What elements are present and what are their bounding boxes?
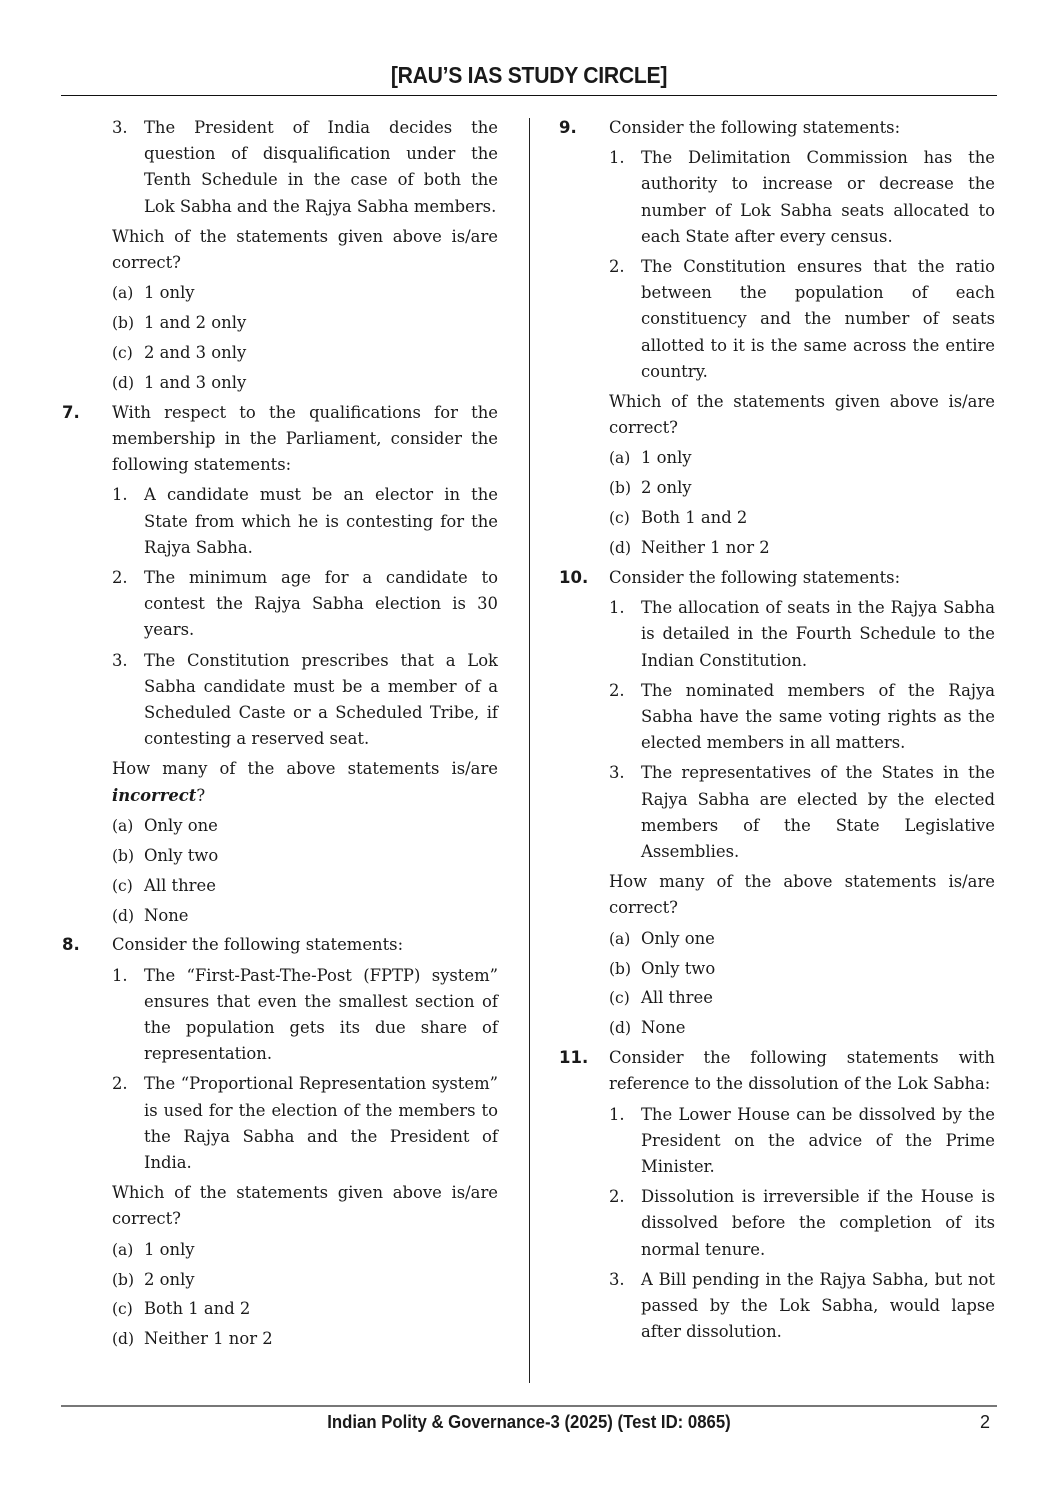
question-number: 11. [559,1048,589,1068]
question-number: 8. [62,935,80,955]
statement-number: 2. [609,680,625,700]
statement [559,1102,995,1181]
option-text: 1 only [641,448,692,468]
option-d[interactable] [62,1326,498,1352]
statement-number: 3. [609,1269,625,1289]
question-6-continued [62,115,498,396]
option-a[interactable] [62,813,498,839]
prompt-emphasis: incorrect [112,785,197,805]
question-stem [62,400,498,479]
page-number: 2 [980,1412,991,1432]
option-label: (c) [112,1300,133,1319]
question-prompt: Which of the statements given above is/are correct? [112,1183,498,1229]
option-label: (d) [609,1019,632,1038]
statement [559,254,995,385]
option-text: Both 1 and 2 [641,508,748,528]
statement-text: Dissolution is irreversible if the House is dissolved before the completion of its normal tenure. [641,1187,995,1259]
option-c[interactable] [62,1296,498,1322]
statement-text: The representatives of the States in the Rajya Sabha are elected by the elected members of the State Legislative Assemblies. [641,763,995,862]
option-a[interactable] [62,1237,498,1263]
statement [559,678,995,757]
statement [559,1267,995,1346]
statement-text: The Constitution prescribes that a Lok Sabha candidate must be a member of a Scheduled Caste or a Scheduled Tribe, if contesting a reserved seat. [144,650,498,749]
question-prompt: Which of the statements given above is/are correct? [112,226,498,273]
option-label: (b) [112,846,135,865]
option-d[interactable] [559,1015,995,1041]
question-stem [62,932,498,958]
statement-number: 2. [609,257,625,277]
option-text: 1 only [144,283,195,303]
option-a[interactable] [559,445,995,471]
option-d[interactable] [62,370,498,396]
statement [62,963,498,1068]
question-stem [559,115,995,141]
question-prompt: How many of the above statements is/are correct? [609,872,995,918]
option-label: (c) [609,509,630,528]
option-label: (c) [112,876,133,895]
statement [62,648,498,753]
option-text: 1 and 3 only [144,372,247,392]
option-text: Neither 1 nor 2 [144,1329,273,1349]
statement-number: 3. [112,650,128,670]
statement [62,115,498,220]
statement-number: 2. [112,568,128,587]
left-column [62,115,498,1356]
statement [559,760,995,865]
question-number: 10. [559,568,589,587]
option-label: (b) [112,1270,135,1289]
statement-number: 1. [112,965,128,985]
option-label: (b) [609,479,632,498]
option-a[interactable] [62,280,498,306]
right-column [559,115,995,1349]
option-text: Only one [641,928,715,948]
question-text: Consider the following statements: [609,568,901,587]
statement-text: The allocation of seats in the Rajya Sabha is detailed in the Fourth Schedule to the Indian Constitution. [641,598,995,670]
option-label: (a) [112,284,134,303]
question-11 [559,1045,995,1345]
question-number: 7. [62,402,80,422]
option-text: Only two [641,958,716,978]
statement-text: The minimum age for a candidate to contest the Rajya Sabha election is 30 years. [144,568,498,640]
question-text: Consider the following statements with reference to the dissolution of the Lok Sabha: [609,1048,995,1094]
statement-number: 1. [609,148,625,168]
question-number: 9. [559,118,577,137]
option-text: Neither 1 nor 2 [641,538,770,558]
question-text: Consider the following statements: [112,935,404,955]
option-label: (a) [112,1240,134,1259]
statement-text: The “First-Past-The-Post (FPTP) system” ensures that even the smallest section of the population gets its due share of representation. [144,965,498,1064]
question-prompt: Which of the statements given above is/are correct? [609,392,995,438]
option-d[interactable] [62,903,498,929]
option-text: 1 only [144,1239,195,1259]
prompt-text: How many of the above statements is/are [112,759,498,779]
header-rule [61,95,997,96]
option-label: (b) [112,314,135,333]
option-text: Only two [144,845,219,865]
option-label: (d) [609,539,632,558]
option-label: (d) [112,906,135,925]
option-label: (a) [609,929,631,948]
option-c[interactable] [62,873,498,899]
statement-number: 2. [112,1074,128,1094]
prompt-end: ? [196,785,206,805]
statement [62,1071,498,1176]
statement-number: 3. [609,763,625,783]
question-10 [559,565,995,1042]
option-text: None [144,905,189,925]
statement [559,145,995,250]
option-label: (c) [609,989,630,1008]
option-a[interactable] [559,926,995,952]
statement-text: The Constitution ensures that the ratio between the population of each constituency and the number of seats allotted to it is the same across the entire country. [641,257,995,381]
option-text: Both 1 and 2 [144,1299,251,1319]
statement-number: 1. [609,598,625,618]
option-d[interactable] [559,535,995,561]
option-b[interactable] [559,475,995,501]
question-stem [559,1045,995,1097]
column-divider [529,118,530,1383]
statement-text: A candidate must be an elector in the State from which he is contesting for the Rajya Sabha. [144,485,498,557]
question-stem [559,565,995,591]
option-c[interactable] [559,985,995,1011]
option-label: (c) [112,344,133,362]
option-b[interactable] [559,956,995,982]
statement-text: The nominated members of the Rajya Sabha have the same voting rights as the elected members in all matters. [641,680,995,753]
option-label: (d) [112,1330,135,1349]
option-label: (a) [112,816,134,835]
option-text: 2 and 3 only [144,343,247,362]
option-text: Only one [144,815,218,835]
option-b[interactable] [62,843,498,869]
footer-title: Indian Polity & Governance-3 (2025) (Test ID: 0865) [327,1412,731,1432]
statement-text: A Bill pending in the Rajya Sabha, but not passed by the Lok Sabha, would lapse after dissolution. [641,1269,995,1342]
statement [559,595,995,674]
option-text: 2 only [144,1269,195,1289]
option-text: 2 only [641,478,692,498]
option-b[interactable] [62,1267,498,1293]
option-c[interactable] [559,505,995,531]
question-text: Consider the following statements: [609,118,901,137]
question-text: With respect to the qualifications for the membership in the Parliament, consider the following statements: [112,402,498,475]
option-text: None [641,1018,686,1038]
option-text: All three [641,988,713,1008]
option-b[interactable] [62,310,498,336]
statement [559,1184,995,1263]
footer-rule [61,1405,997,1407]
option-label: (a) [609,449,631,468]
question-7 [62,400,498,929]
statement-text: The “Proportional Representation system” is used for the election of the members to the Rajya Sabha and the President of India. [144,1074,498,1173]
page-header-title: [RAU’S IAS STUDY CIRCLE] [390,62,668,88]
statement-number: 1. [609,1104,625,1124]
question-prompt [62,756,498,808]
option-text: All three [144,875,216,895]
option-label: (d) [112,373,135,392]
statement-text: The Lower House can be dissolved by the President on the advice of the Prime Minister. [641,1104,995,1177]
statement [62,565,498,644]
option-c[interactable] [62,340,498,366]
question-9 [559,115,995,561]
option-text: 1 and 2 only [144,313,247,333]
question-8 [62,932,498,1352]
statement-text: The Delimitation Commission has the authority to increase or decrease the number of Lok Sabha seats allocated to each State after every census. [641,148,995,246]
statement-text: The President of India decides the question of disqualification under the Tenth Schedule in the case of both the Lok Sabha and the Rajya Sabha members. [144,118,498,216]
statement-number: 1. [112,485,128,505]
option-label: (b) [609,959,632,978]
statement [62,482,498,561]
statement-number: 3. [112,118,128,137]
statement-number: 2. [609,1187,625,1207]
